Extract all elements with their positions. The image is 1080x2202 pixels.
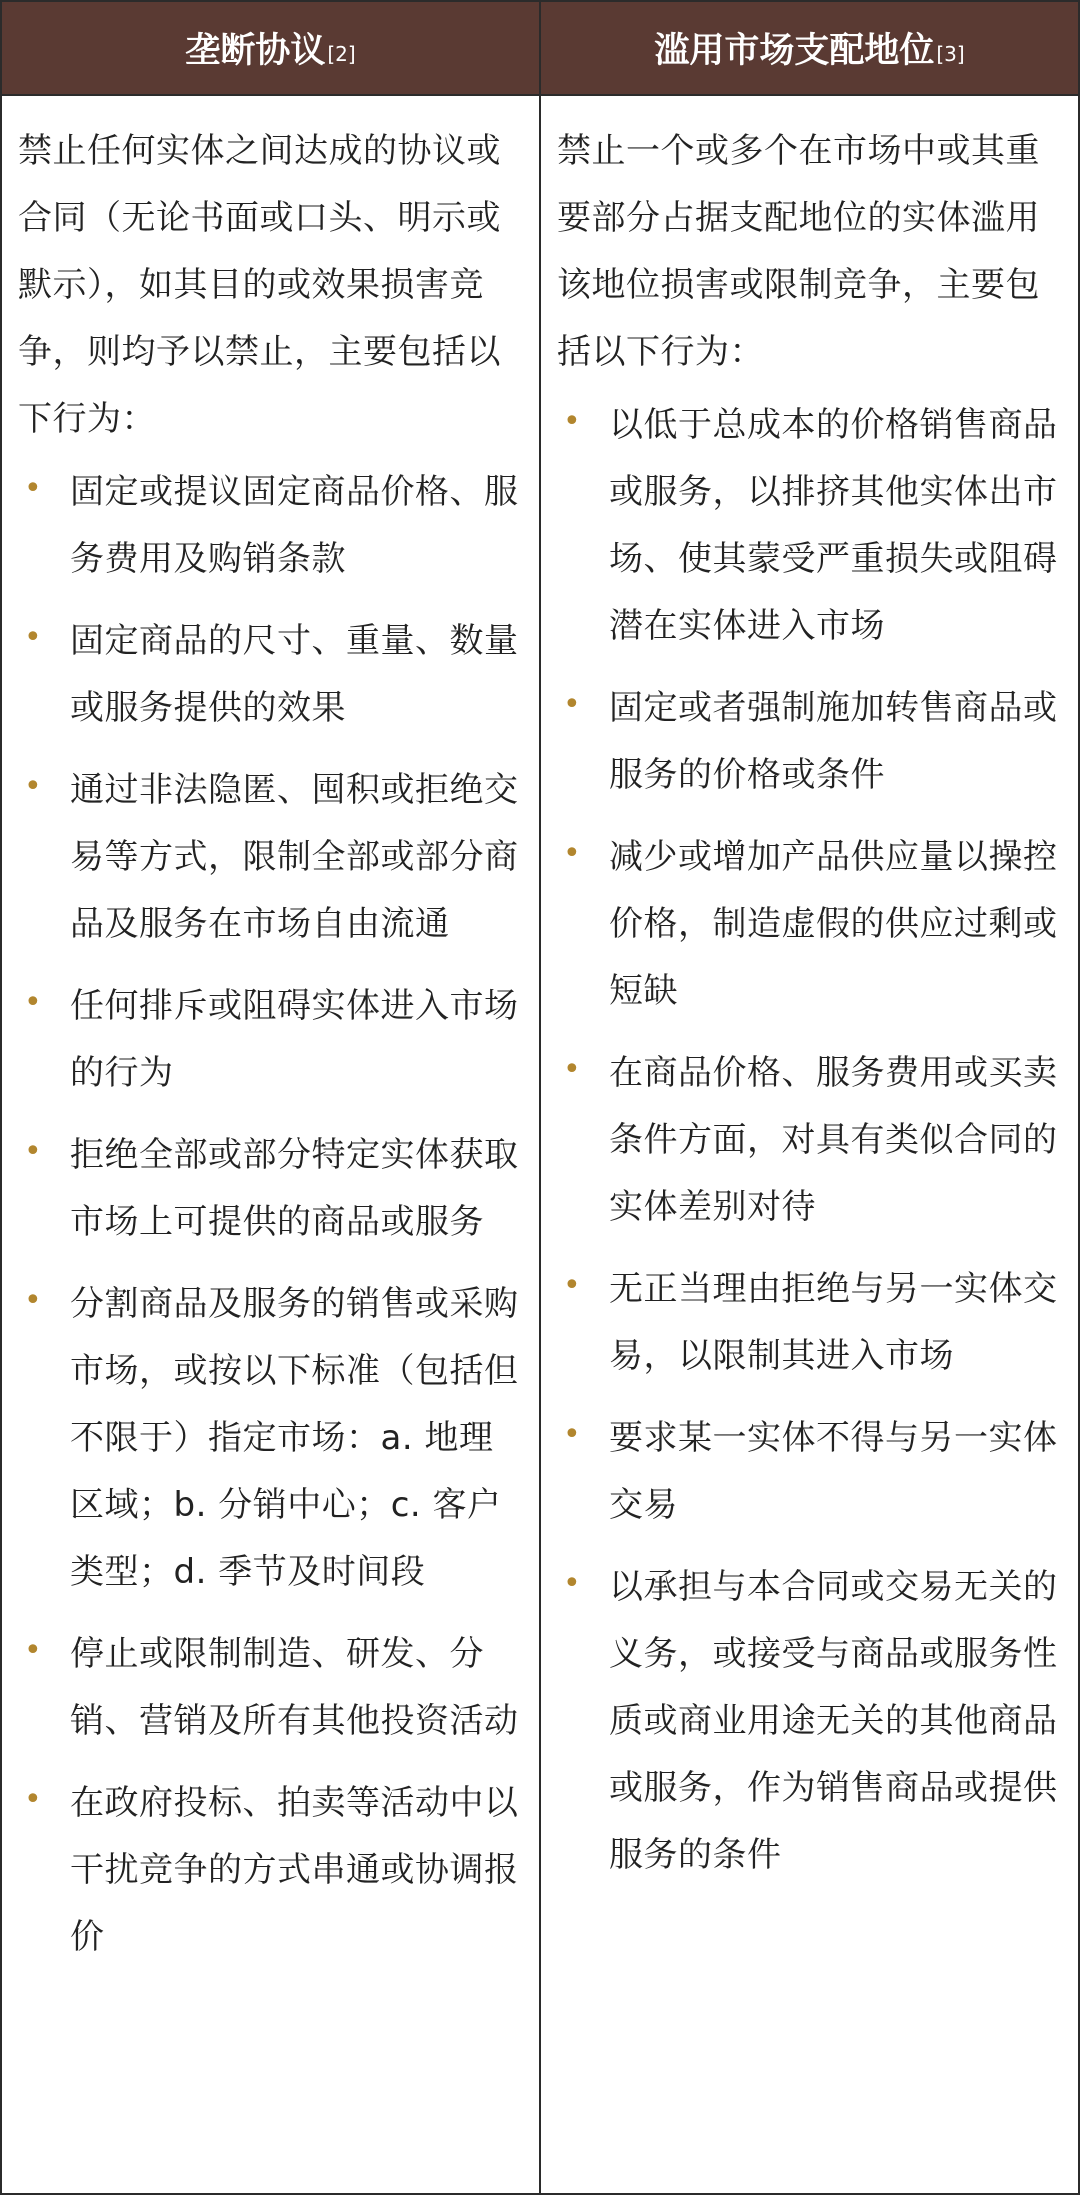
bullet-icon: • [563, 1417, 582, 1452]
list-item-text: 无正当理由拒绝与另一实体交易，以限制其进入市场 [609, 1269, 1058, 1376]
header-right-title: 滥用市场支配地位 [654, 31, 935, 71]
bullet-icon: • [563, 687, 582, 722]
list-item [18, 1621, 525, 1755]
list-item [557, 392, 1064, 660]
bullet-icon: • [24, 1283, 43, 1318]
bullet-icon: • [563, 1268, 582, 1303]
list-item-text: 要求某一实体不得与另一实体交易 [609, 1418, 1058, 1525]
list-item-text: 在政府投标、拍卖等活动中以干扰竞争的方式串通或协调报价 [70, 1783, 519, 1957]
right-list [557, 392, 1064, 1889]
bullet-icon: • [563, 1566, 582, 1601]
list-item [18, 608, 525, 742]
list-item-text: 停止或限制制造、研发、分销、营销及所有其他投资活动 [70, 1634, 519, 1741]
bullet-icon: • [563, 404, 582, 439]
list-item-text: 以承担与本合同或交易无关的义务，或接受与商品或服务性质或商业用途无关的其他商品或服务，作为销售商品或提供服务的条件 [609, 1567, 1058, 1875]
header-left-title: 垄断协议 [185, 31, 326, 71]
bullet-icon: • [24, 1134, 43, 1169]
list-item-text: 任何排斥或阻碍实体进入市场的行为 [70, 986, 519, 1093]
list-item [557, 1256, 1064, 1390]
bullet-icon: • [563, 1052, 582, 1087]
list-item-text: 固定商品的尺寸、重量、数量或服务提供的效果 [70, 621, 519, 728]
list-item [557, 1554, 1064, 1889]
list-item-text: 固定或提议固定商品价格、服务费用及购销条款 [70, 472, 519, 579]
list-item [557, 675, 1064, 809]
bullet-icon: • [24, 1782, 43, 1817]
header-abuse-dominance [541, 2, 1078, 94]
right-intro: 禁止一个或多个在市场中或其重要部分占据支配地位的实体滥用该地位损害或限制竞争，主要包括以下行为： [557, 131, 1040, 372]
bullet-icon: • [24, 985, 43, 1020]
list-item [18, 1122, 525, 1256]
right-column [541, 96, 1078, 2193]
list-item [557, 824, 1064, 1025]
list-item [557, 1040, 1064, 1241]
bullet-icon: • [24, 471, 43, 506]
left-list [18, 459, 525, 1971]
list-item [18, 757, 525, 958]
table-body [2, 96, 1078, 2193]
left-column [2, 96, 541, 2193]
list-item-text: 减少或增加产品供应量以操控价格，制造虚假的供应过剩或短缺 [609, 837, 1058, 1011]
list-item-text: 分割商品及服务的销售或采购市场，或按以下标准（包括但不限于）指定市场：a. 地理区域；b. 分销中心；c. 客户类型；d. 季节及时间段 [70, 1284, 519, 1592]
list-item-text: 拒绝全部或部分特定实体获取市场上可提供的商品或服务 [70, 1135, 519, 1242]
header-monopoly-agreement [2, 2, 541, 94]
list-item-text: 通过非法隐匿、囤积或拒绝交易等方式，限制全部或部分商品及服务在市场自由流通 [70, 770, 519, 944]
bullet-icon: • [24, 620, 43, 655]
list-item [18, 459, 525, 593]
list-item [18, 1770, 525, 1971]
table-header [2, 2, 1078, 96]
bullet-icon: • [24, 769, 43, 804]
header-right-ref[interactable]: [3] [936, 42, 965, 66]
list-item [557, 1405, 1064, 1539]
list-item [18, 1271, 525, 1606]
header-left-ref[interactable]: [2] [327, 42, 356, 66]
list-item-text: 固定或者强制施加转售商品或服务的价格或条件 [609, 688, 1058, 795]
list-item-text: 在商品价格、服务费用或买卖条件方面，对具有类似合同的实体差别对待 [609, 1053, 1058, 1227]
list-item [18, 973, 525, 1107]
bullet-icon: • [24, 1633, 43, 1668]
list-item-text: 以低于总成本的价格销售商品或服务，以排挤其他实体出市场、使其蒙受严重损失或阻碍潜在实体进入市场 [609, 405, 1058, 646]
left-intro: 禁止任何实体之间达成的协议或合同（无论书面或口头、明示或默示），如其目的或效果损害竞争，则均予以禁止，主要包括以下行为： [18, 131, 501, 439]
bullet-icon: • [563, 836, 582, 871]
